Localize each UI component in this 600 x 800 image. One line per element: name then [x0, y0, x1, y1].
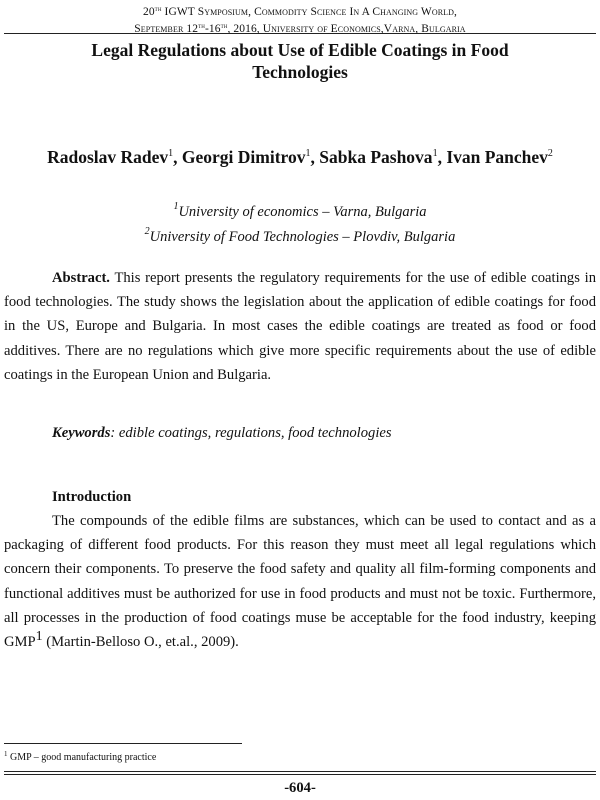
header-ordinal: th	[154, 5, 162, 13]
affiliation-number: 2	[144, 226, 150, 237]
author-affiliation-mark: 1	[168, 148, 174, 159]
abstract-label: Abstract.	[52, 270, 110, 286]
author-name: Sabka Pashova	[319, 147, 433, 167]
author-name: Ivan Panchev	[446, 147, 548, 167]
section-heading-introduction: Introduction	[52, 489, 132, 505]
footer-divider	[4, 771, 596, 772]
paper-title-line: Legal Regulations about Use of Edible Coatings in Food	[91, 40, 509, 60]
header-event: IGWT Symposium, Commodity Science In A Changing World,	[161, 6, 458, 18]
keywords-label: Keywords	[52, 425, 111, 441]
affiliation	[0, 198, 600, 221]
keywords-text: : edible coatings, regulations, food technologies	[110, 425, 392, 441]
running-header	[0, 2, 600, 36]
affiliation	[0, 223, 600, 246]
author-list: Radoslav Radev$^1$, Georgi Dimitrov$^1$, Sabka Pashova$^1$, Ivan Panchev$^2$	[47, 147, 553, 167]
abstract	[4, 266, 596, 387]
citation: (Martin-Belloso O., et.al., 2009).	[42, 634, 239, 651]
introduction-text: The compounds of the edible films are substances, which can be used to contact and as a packaging of different food products. For this reason they must meet all legal regulations which concern their components. To preserve the food safety and quality all film-forming components and functional additives must be authorized for use in food products and must not be toxic. Furthermore, all processes in the production of food coatings muse be acceptable for the food industry, keeping GMP	[4, 513, 596, 651]
header-edition: 20	[142, 6, 155, 18]
paper-title-line: Technologies	[252, 62, 348, 82]
author-affiliation-mark: 1	[432, 148, 438, 159]
affiliation-text: University of economics – Varna, Bulgaria	[178, 204, 427, 220]
introduction-paragraph	[4, 509, 596, 654]
author-affiliation-mark: 1	[305, 148, 311, 159]
footnote-reference: 1	[35, 629, 43, 645]
footnote-divider	[4, 743, 242, 744]
header-venue: , 2016, University of Economics,Varna, Bulgaria	[227, 23, 466, 35]
keywords	[52, 423, 392, 443]
footer-divider	[4, 774, 596, 775]
paper-title	[20, 39, 580, 83]
author-name: Radoslav Radev	[47, 147, 169, 167]
footnote	[4, 748, 156, 764]
author-affiliation-mark: 2	[547, 148, 553, 159]
header-ordinal: th	[198, 22, 205, 30]
affiliation-text: University of Food Technologies – Plovdiv, Bulgaria	[149, 229, 456, 245]
header-ordinal: th	[220, 22, 228, 30]
abstract-text: This report presents the regulatory requirements for the use of edible coatings in food technologies. The study shows the legislation about the application of edible coatings for food in the US, Europe and Bulgaria. In most cases the edible coatings are treated as food or food additives. There are no regulations which give more specific requirements about the use of edible coatings in the European Union and Bulgaria.	[4, 270, 596, 383]
footnote-text: GMP – good manufacturing practice	[7, 752, 157, 763]
author-name: Georgi Dimitrov	[181, 147, 306, 167]
header-date-end: -16	[204, 23, 221, 35]
affiliation-number: 1	[173, 201, 179, 212]
header-divider	[4, 33, 596, 34]
footnote-number: 1	[4, 750, 8, 758]
header-date-start: September 12	[134, 23, 199, 35]
page-number: -604-	[284, 780, 316, 796]
header-line-1	[0, 2, 600, 19]
